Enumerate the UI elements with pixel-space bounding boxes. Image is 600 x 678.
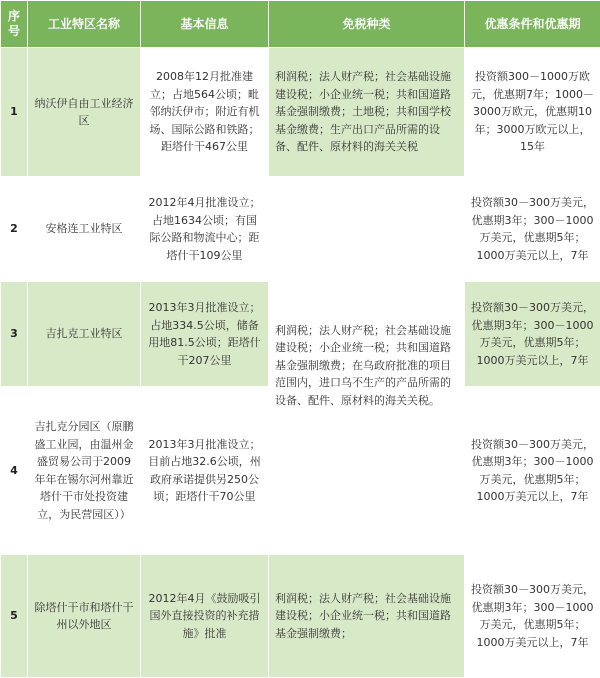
zone-name: 纳沃伊自由工业经济区	[28, 48, 141, 177]
zone-terms: 投资额30－300万美元，优惠期3年；300－1000万美元，优惠期5年；1000万美元以上，7年	[465, 282, 600, 387]
zone-terms: 投资额30－300万美元，优惠期3年；300－1000万美元，优惠期5年；1000万美元以上，7年	[465, 387, 600, 555]
zone-info: 2012年4月批准设立；占地1634公顷；有国际公路和物流中心；距塔什干109公里	[141, 177, 269, 282]
zone-info: 2013年3月批准设立；目前占地32.6公顷，州政府承诺提供另250公顷；距塔什干70公里	[141, 387, 269, 555]
zone-name: 除塔什干市和塔什干州以外地区	[28, 555, 141, 678]
row-seq: 1	[1, 48, 28, 177]
zone-terms: 投资额30－300万美元，优惠期3年；300－1000万美元，优惠期5年；1000万美元以上，7年	[465, 177, 600, 282]
zone-tax-shared: 利润税；法人财产税；社会基础设施建设税；小企业统一税；共和国道路基金强制缴费；在乌政府批准的项目范围内，进口乌不生产的产品所需的设备、配件、原材料的海关关税。	[269, 177, 465, 555]
header-seq: 序号	[1, 1, 28, 48]
zone-terms: 投资额300－1000万欧元，优惠期7年；1000－3000万欧元，优惠期10年；3000万欧元以上，15年	[465, 48, 600, 177]
zone-name: 吉扎克分园区（原鹏盛工业园，由温州金盛贸易公司于2009年年在锡尔河州靠近塔什干市处投资建立，为民营园区））	[28, 387, 141, 555]
zone-info: 2012年4月《鼓励吸引国外直接投资的补充措施》批准	[141, 555, 269, 678]
table-row	[1, 177, 600, 282]
header-row	[1, 1, 600, 48]
zone-tax: 利润税；法人财产税；社会基础设施建设税；小企业统一税；共和国道路基金强制缴费；	[269, 555, 465, 678]
row-seq: 2	[1, 177, 28, 282]
zone-info: 2013年3月批准设立；占地334.5公顷，储备用地81.5公顷；距塔什干207公里	[141, 282, 269, 387]
zone-name: 安格连工业特区	[28, 177, 141, 282]
header-tax: 免税种类	[269, 1, 465, 48]
header-terms: 优惠条件和优惠期	[465, 1, 600, 48]
row-seq: 5	[1, 555, 28, 678]
row-seq: 4	[1, 387, 28, 555]
table-row	[1, 555, 600, 678]
zone-name: 吉扎克工业特区	[28, 282, 141, 387]
header-info: 基本信息	[141, 1, 269, 48]
zone-tax: 利润税；法人财产税；社会基础设施建设税；小企业统一税；共和国道路基金强制缴费；土地税；共和国学校基金缴费；生产出口产品所需的设备、配件、原材料的海关关税	[269, 48, 465, 177]
zone-info: 2008年12月批准建立；占地564公顷；毗邻纳沃伊市；附近有机场、国际公路和铁路；距塔什干467公里	[141, 48, 269, 177]
row-seq: 3	[1, 282, 28, 387]
table-row	[1, 48, 600, 177]
header-name: 工业特区名称	[28, 1, 141, 48]
zone-terms: 投资额30－300万美元，优惠期3年；300－1000万美元，优惠期5年；1000万美元以上，7年	[465, 555, 600, 678]
